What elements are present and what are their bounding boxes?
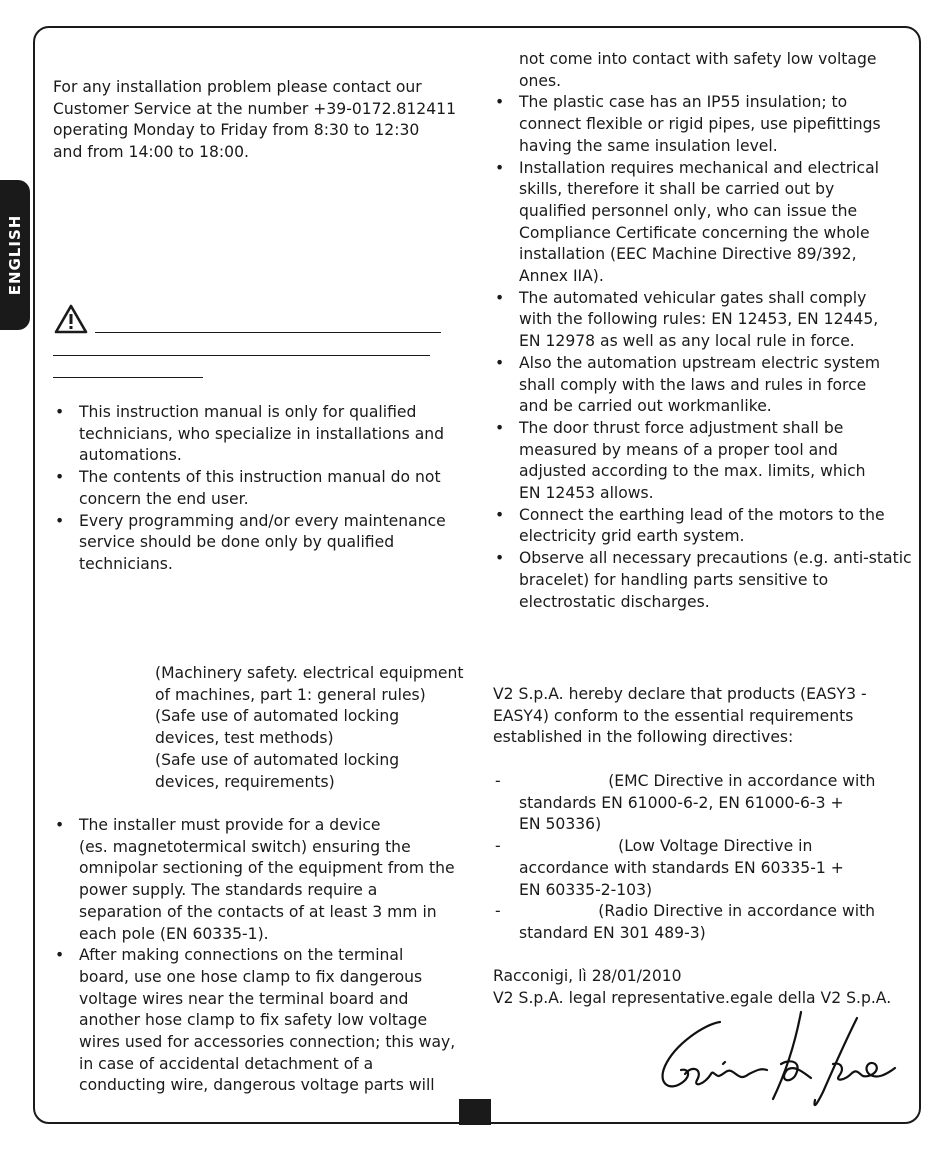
list-item: • The plastic case has an IP55 insulation; to connect flexible or rigid pipes, use pipefittings having the same insulation level. bbox=[493, 92, 905, 157]
standard-note: (Safe use of automated locking devices, test methods) bbox=[155, 707, 400, 748]
directives-list bbox=[493, 771, 905, 945]
heading-underline bbox=[53, 355, 430, 356]
contact-line: For any installation problem please contact our bbox=[53, 78, 422, 96]
contact-line: and from 14:00 to 18:00. bbox=[53, 143, 249, 162]
legal-representative: V2 S.p.A. legal representative.egale della V2 S.p.A. bbox=[493, 988, 892, 1007]
list-item: • The door thrust force adjustment shall be measured by means of a proper tool and adjusted according to the max. limits, which EN 12453 allows. bbox=[493, 418, 905, 505]
declaration-intro: V2 S.p.A. hereby declare that products (EASY3 - EASY4) conform to the essential requirements established in the following directives: bbox=[493, 685, 867, 747]
heading-underline bbox=[95, 332, 441, 333]
list-item: • The installer must provide for a device (es. magnetotermical switch) ensuring the omnipolar sectioning of the equipment from the power supply. The standards require a separation of the contacts of at least 3 mm in each pole (EN 60335-1). bbox=[53, 815, 463, 945]
contact-paragraph bbox=[53, 77, 463, 164]
general-warnings-list bbox=[53, 402, 463, 576]
list-item: - (Radio Directive in accordance with standard EN 301 489-3) bbox=[493, 901, 905, 944]
list-item: - (Low Voltage Directive in accordance with standards EN 60335-1 + EN 60335-2-103) bbox=[493, 836, 905, 901]
continued-text: not come into contact with safety low voltage ones. bbox=[519, 50, 877, 90]
page-number-box bbox=[459, 1099, 491, 1125]
installation-warnings-list bbox=[53, 815, 463, 1097]
signature bbox=[645, 1004, 900, 1114]
list-item: • This instruction manual is only for qualified technicians, who specialize in installations and automations. bbox=[53, 402, 463, 467]
list-item: - (EMC Directive in accordance with standards EN 61000-6-2, EN 61000-6-3 + EN 50336) bbox=[493, 771, 905, 836]
contact-line: operating Monday to Friday from 8:30 to 12:30 bbox=[53, 121, 420, 140]
list-item: • Connect the earthing lead of the motors to the electricity grid earth system. bbox=[493, 505, 905, 548]
language-label: ENGLISH bbox=[6, 214, 24, 296]
heading-underline bbox=[53, 377, 203, 378]
place-date: Racconigi, lì 28/01/2010 bbox=[493, 967, 682, 985]
list-item: • After making connections on the terminal board, use one hose clamp to fix dangerous voltage wires near the terminal board and another hose clamp to fix safety low voltage wires used for accessories connection; this way, in case of accidental detachment of a conducting wire, dangerous voltage parts will bbox=[53, 945, 463, 1097]
list-item: • Every programming and/or every maintenance service should be done only by qualified technicians. bbox=[53, 511, 463, 576]
contact-line: Customer Service at the number +39-0172.812411 bbox=[53, 99, 456, 118]
list-item: • Installation requires mechanical and electrical skills, therefore it shall be carried out by qualified personnel only, who can issue the Compliance Certificate concerning the whole installation (EEC Machine Directive 89/392, Annex IIA). bbox=[493, 158, 905, 288]
right-column-list bbox=[493, 49, 912, 613]
standards-notes bbox=[53, 663, 463, 793]
standard-note: (Machinery safety. electrical equipment of machines, part 1: general rules) bbox=[155, 664, 464, 704]
warning-triangle-icon bbox=[53, 303, 89, 335]
declaration-footer bbox=[493, 966, 905, 1009]
list-item: • The contents of this instruction manual do not concern the end user. bbox=[53, 467, 463, 510]
standard-note: (Safe use of automated locking devices, requirements) bbox=[155, 750, 400, 791]
list-item: • The automated vehicular gates shall comply with the following rules: EN 12453, EN 12445, EN 12978 as well as any local rule in force. bbox=[493, 288, 905, 353]
list-item: • Observe all necessary precautions (e.g. anti-static bracelet) for handling parts sensitive to electrostatic discharges. bbox=[493, 548, 905, 613]
list-item: • Also the automation upstream electric system shall comply with the laws and rules in force and be carried out workmanlike. bbox=[493, 353, 905, 418]
